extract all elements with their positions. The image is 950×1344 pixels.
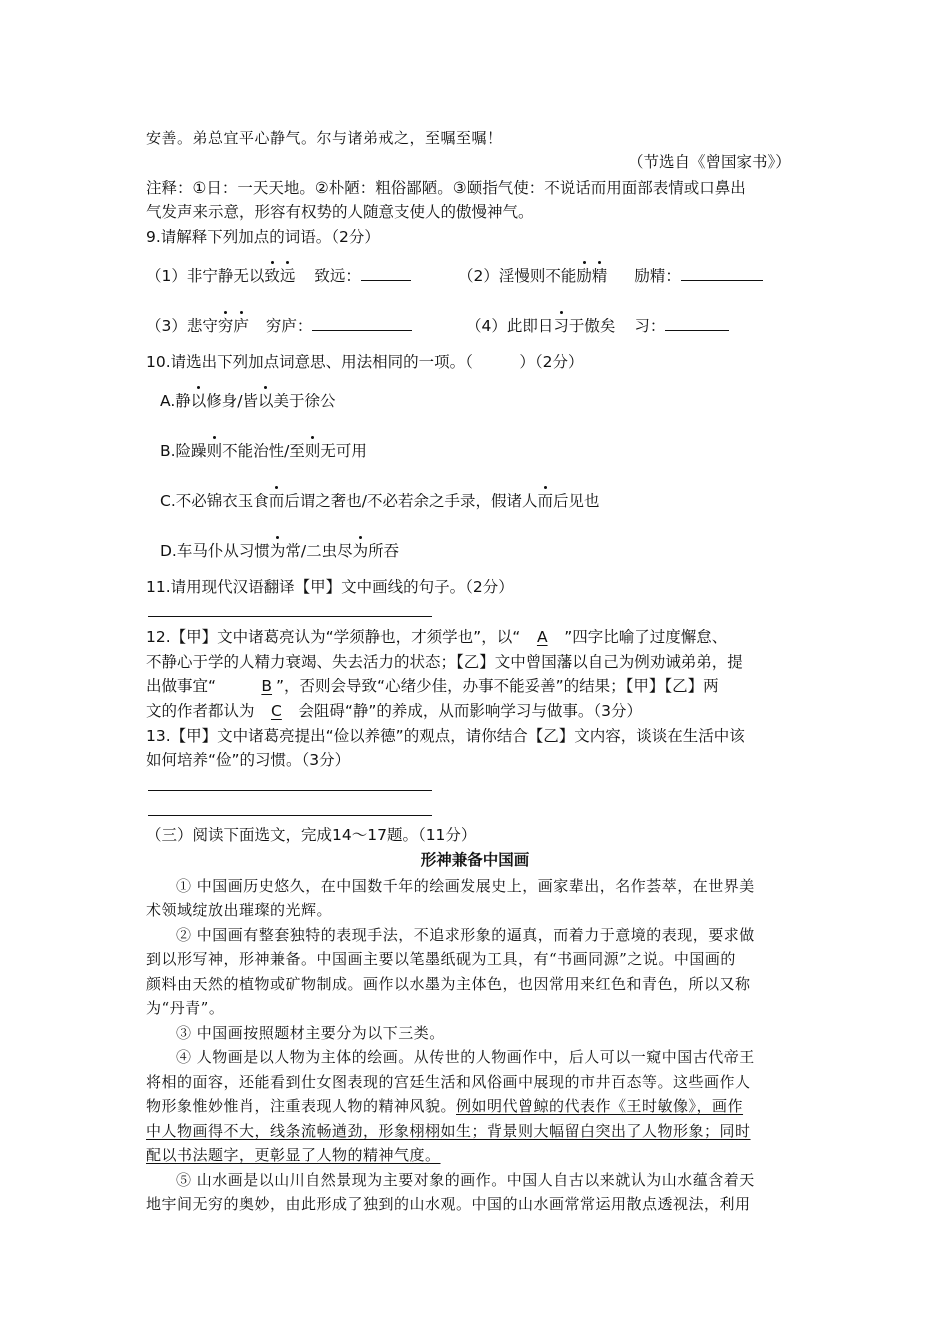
q9-text: （4）此即日 [466,317,554,335]
emphasis-char: 以 [191,389,207,413]
q9-label: 致远： [314,267,361,285]
answer-line[interactable] [148,616,432,617]
option-text: 所吞 [368,542,400,560]
paragraph-line: ③ 中国画按照题材主要分为以下三类。 [176,1024,445,1042]
emphasis-char: 则 [207,439,223,463]
q12-text: 会阻碍“静”的养成，从而影响学习与做事。（3分） [293,702,643,720]
question-12-line [146,699,642,723]
emphasis-char: 则 [305,439,321,463]
emphasis-char: 习 [553,314,569,338]
option-text: A.静 [160,392,191,410]
q12-text: 文的作者都认为 [146,702,260,720]
answer-line[interactable] [148,790,432,791]
emphasis-char: 为 [270,539,286,563]
emphasis-char: 庐 [233,314,249,338]
emphasis-char: 精 [592,264,608,288]
option-text: 不能治性/至 [222,442,305,460]
q12-text: ”四字比喻了过度懈怠、 [564,628,728,646]
q9-item-2 [458,264,763,288]
question-9: 9.请解释下列加点的词语。（2分） [146,228,380,246]
paragraph-line: 到以形写神，形神兼备。中国画主要以笔墨纸砚为工具，有“书画同源”之说。中国画的 [146,950,736,968]
option-b [160,439,367,463]
answer-line[interactable] [148,815,432,816]
q9-text: （3）悲守 [146,317,218,335]
q9-label: 穷庐： [265,317,313,335]
question-13-line: 13.【甲】文中诸葛亮提出“俭以养德”的观点，请你结合【乙】文内容，谈谈在生活中该 [146,727,745,745]
option-text: 后见也 [553,492,600,510]
paragraph-line: ② 中国画有整套独特的表现手法，不追求形象的逼真，而着力于意境的表现，要求做 [176,926,755,944]
paragraph-line: ④ 人物画是以人物为主体的绘画。从传世的人物画作中，后人可以一窥中国古代帝王 [176,1048,755,1066]
q9-text: （1）非宁静无以 [146,267,265,285]
emphasis-char: 穷 [218,314,234,338]
q9-item-3 [146,314,412,338]
section-heading: （三）阅读下面选文，完成14～17题。（11分） [146,826,477,844]
answer-blank[interactable] [361,264,411,281]
option-c [160,489,600,513]
q9-text: 于傲矣 [568,317,616,335]
blank-b[interactable]: B [261,677,273,695]
paragraph-line: ⑤ 山水画是以山川自然景现为主要对象的画作。中国人自古以来就认为山水蕴含着天 [176,1171,755,1189]
underlined-sentence: 中人物画得不大，线条流畅遒劲，形象栩栩如生；背景则大幅留白突出了人物形象；同时 [146,1122,751,1140]
emphasis-char: 致 [264,264,280,288]
question-12-line [146,674,719,698]
q12-text: 出做事宜“ [146,677,217,695]
option-text: D.车马仆从习惯 [160,542,270,560]
q9-label: 习： [634,317,666,335]
answer-blank[interactable] [312,314,412,331]
option-d [160,539,399,563]
option-text: 无可用 [320,442,367,460]
question-12-line: 不静心于学的人精力衰竭、失去活力的状态；【乙】文中曾国藩以自己为例劝诫弟弟，提 [146,653,743,671]
option-text: 常/二虫尽 [285,542,353,560]
q9-item-4 [466,314,729,338]
note-line: 气发声来示意，形容有权势的人随意支使人的傲慢神气。 [146,203,534,221]
q9-item-1 [146,264,411,288]
question-12-line [146,625,727,649]
blank-a[interactable]: A [536,628,548,646]
question-10: 10.请选出下列加点词意思、用法相同的一项。（ ）（2分） [146,353,584,371]
underlined-sentence: 配以书法题字，更彰显了人物的精神气度。 [146,1146,441,1164]
answer-blank[interactable] [681,264,763,281]
emphasis-char: 励 [576,264,592,288]
passage-line: 安善。弟总宜平心静气。尔与诸弟戒之，至嘱至嘱！ [146,129,503,147]
q12-text: ”，否则会导致“心绪少佳，办事不能妥善”的结果；【甲】【乙】两 [276,677,719,695]
paragraph-text: 物形象惟妙惟肖，注重表现人物的精神风貌。 [146,1097,457,1115]
source-citation: （节选自《曾国家书》） [628,153,791,171]
answer-blank[interactable] [665,314,729,331]
option-a [160,389,336,413]
emphasis-char: 而 [538,489,554,513]
note-line: 注释：①日：一天天地。②朴陋：粗俗鄙陋。③颐指气使：不说话而用面部表情或口鼻出 [146,179,746,197]
paragraph-line: 地宇间无穷的奥妙，由此形成了独到的山水观。中国的山水画常常运用散点透视法，利用 [146,1195,751,1213]
emphasis-char: 以 [258,389,274,413]
option-text: C.不必锦衣玉食 [160,492,269,510]
paragraph-line: 将相的面容，还能看到仕女图表现的宫廷生活和风俗画中展现的市井百态等。这些画作人 [146,1073,751,1091]
question-11: 11.请用现代汉语翻译【甲】文中画线的句子。（2分） [146,578,514,596]
paragraph-line: 颜料由天然的植物或矿物制成。画作以水墨为主体色，也因常用来红色和青色，所以又称 [146,975,751,993]
emphasis-char: 为 [353,539,369,563]
q12-text: 12.【甲】文中诸葛亮认为“学须静也，才须学也”，以“ [146,628,521,646]
option-text: 美于徐公 [273,392,336,410]
q9-label: 励精： [634,267,681,285]
paragraph-line: 为“丹青”。 [146,999,225,1017]
emphasis-char: 远 [280,264,296,288]
paragraph-line [146,1094,743,1118]
paragraph-line: ① 中国画历史悠久，在中国数千年的绘画发展史上，画家辈出，名作荟萃，在世界美 [176,877,755,895]
question-13-line: 如何培养“俭”的习惯。（3分） [146,751,351,769]
option-text: B.险躁 [160,442,207,460]
article-title: 形神兼备中国画 [420,851,530,869]
underlined-sentence: 例如明代曾鲸的代表作《王时敏像》，画作 [456,1097,744,1115]
option-text: 后谓之奢也/不必若余之手录，假诸人 [284,492,538,510]
option-text: 修身/皆 [206,392,259,410]
q9-text: （2）淫慢则不能 [458,267,577,285]
emphasis-char: 而 [269,489,285,513]
paragraph-line: 术领域绽放出璀璨的光辉。 [146,901,333,919]
blank-c[interactable]: C [271,702,282,720]
